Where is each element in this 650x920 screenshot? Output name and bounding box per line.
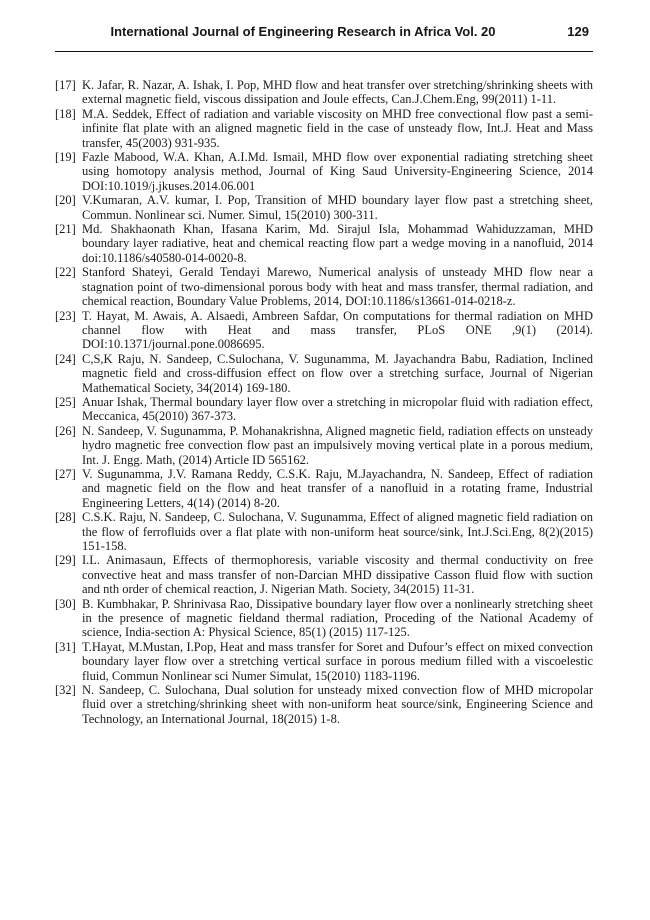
reference-item [55, 107, 593, 150]
reference-item [55, 683, 593, 726]
reference-text: K. Jafar, R. Nazar, A. Ishak, I. Pop, MHD flow and heat transfer over stretching/shrinking sheets with external magnetic field, viscous dissipation and Joule effects, Can.J.Chem.Eng, 99(2011) 1-11. [82, 78, 593, 107]
reference-item [55, 467, 593, 510]
reference-text: C,S,K Raju, N. Sandeep, C.Sulochana, V. Sugunamma, M. Jayachandra Babu, Radiation, Inclined magnetic field and cross-diffusion effect on flow over a stretching surface, Journal of Nigerian Mathematical Society, 34(2014) 169-180. [82, 351, 593, 395]
reference-number: [25] [55, 394, 76, 409]
reference-item [55, 193, 593, 222]
reference-number: [18] [55, 106, 76, 121]
reference-number: [21] [55, 222, 76, 237]
reference-number: [31] [55, 639, 76, 654]
reference-item [55, 265, 593, 308]
reference-item [55, 510, 593, 553]
reference-text: B. Kumbhakar, P. Shrinivasa Rao, Dissipative boundary layer flow over a nonlinearly stretching sheet in the presence of magnetic fieldand thermal radiation, Proceding of the National Academy of science, India-section A: Physical Science, 85(1) (2015) 117-125. [82, 596, 593, 640]
reference-number: [26] [55, 423, 76, 438]
reference-number: [19] [55, 150, 76, 165]
reference-number: [29] [55, 553, 76, 568]
reference-text: Anuar Ishak, Thermal boundary layer flow over a stretching in micropolar fluid with radiation effect, Meccanica, 45(2010) 367-373. [82, 394, 593, 424]
reference-text: M.A. Seddek, Effect of radiation and variable viscosity on MHD free convectional flow past a semi-infinite flat plate with an aligned magnetic field in the case of unsteady flow, Int.J. Heat and Mass transfer, 45(2003) 931-935. [82, 106, 593, 150]
page-number: 129 [567, 24, 589, 39]
reference-item [55, 640, 593, 683]
reference-item [55, 309, 593, 352]
journal-title: International Journal of Engineering Research in Africa Vol. 20 [110, 24, 496, 39]
reference-number: [22] [55, 265, 76, 280]
reference-item [55, 352, 593, 395]
reference-text: Fazle Mabood, W.A. Khan, A.I.Md. Ismail, MHD flow over exponential radiating stretching sheet using homotopy analysis method, Journal of King Saud University-Engineering Science, 2014 DOI:10.1019/j.jkuses.2014.06.001 [82, 150, 593, 193]
reference-text: N. Sandeep, V. Sugunamma, P. Mohanakrishna, Aligned magnetic field, radiation effects on unsteady hydro magnetic free convection flow past an impulsively moving vertical plate in a porous medium, Int. J. Engg. Math, (2014) Article ID 565162. [82, 423, 593, 467]
reference-number: [27] [55, 466, 76, 481]
reference-item [55, 424, 593, 467]
reference-number: [17] [55, 78, 76, 92]
reference-number: [30] [55, 596, 76, 611]
reference-item [55, 597, 593, 640]
reference-text: I.L. Animasaun, Effects of thermophoresis, variable viscosity and thermal conductivity on free convective heat and mass transfer of non-Darcian MHD dissipative Casson fluid flow with suction and nth order of chemical reaction, J. Nigerian Math. Society, 34(2015) 11-31. [82, 553, 593, 597]
reference-text: V.Kumaran, A.V. kumar, I. Pop, Transition of MHD boundary layer flow past a stretching sheet, Commun. Nonlinear sci. Numer. Simul, 15(2010) 300-311. [82, 193, 593, 222]
reference-number: [28] [55, 510, 76, 525]
reference-text: Stanford Shateyi, Gerald Tendayi Marewo, Numerical analysis of unsteady MHD flow near a stagnation point of two-dimensional porous body with heat and mass transfer, thermal radiation, and chemical reaction, Boundary Value Problems, 2014, DOI:10.1186/s13661-014-0218-z. [82, 265, 593, 309]
reference-item [55, 78, 593, 107]
reference-number: [20] [55, 193, 76, 208]
references-list [55, 78, 593, 726]
reference-item [55, 553, 593, 596]
reference-number: [23] [55, 308, 76, 323]
reference-text: T.Hayat, M.Mustan, I.Pop, Heat and mass transfer for Soret and Dufour’s effect on mixed convection boundary layer flow over a stretching vertical surface in porous medium filled with a viscoelestic fluid, Commun Nonlinear sci Numer Simulat, 15(2010) 1183-1196. [82, 639, 593, 683]
reference-item [55, 150, 593, 193]
reference-number: [32] [55, 683, 76, 698]
reference-text: N. Sandeep, C. Sulochana, Dual solution for unsteady mixed convection flow of MHD micropolar fluid over a stretching/shrinking sheet with non-uniform heat source/sink, Engineering Science and Technology, an International Journal, 18(2015) 1-8. [82, 683, 593, 726]
reference-number: [24] [55, 351, 76, 366]
reference-text: V. Sugunamma, J.V. Ramana Reddy, C.S.K. Raju, M.Jayachandra, N. Sandeep, Effect of radiation and magnetic field on the flow and heat transfer of a nanofluid in a rotating frame, Industrial Engineering Letters, 4(14) (2014) 8-20. [82, 466, 593, 510]
reference-item [55, 222, 593, 265]
page-header [55, 24, 593, 40]
header-divider [55, 51, 593, 52]
reference-item [55, 395, 593, 424]
reference-text: T. Hayat, M. Awais, A. Alsaedi, Ambreen Safdar, On computations for thermal radiation on MHD channel flow with Heat and mass transfer, PLoS ONE ,9(1) (2014). DOI:10.1371/journal.pone.0086695. [82, 308, 593, 352]
reference-text: Md. Shakhaonath Khan, Ifasana Karim, Md. Sirajul Isla, Mohammad Wahiduzzaman, MHD boundary layer radiative, heat and chemical reacting flow part a wedge moving in a nanofluid, 2014 doi:10.1186/s40580-014-0020-8. [82, 222, 593, 265]
reference-text: C.S.K. Raju, N. Sandeep, C. Sulochana, V. Sugunamma, Effect of aligned magnetic field radiation on the flow of ferrofluids over a flat plate with non-uniform heat source/sink, Int.J.Sci.Eng, 8(2)(2015) 151-158. [82, 510, 593, 553]
